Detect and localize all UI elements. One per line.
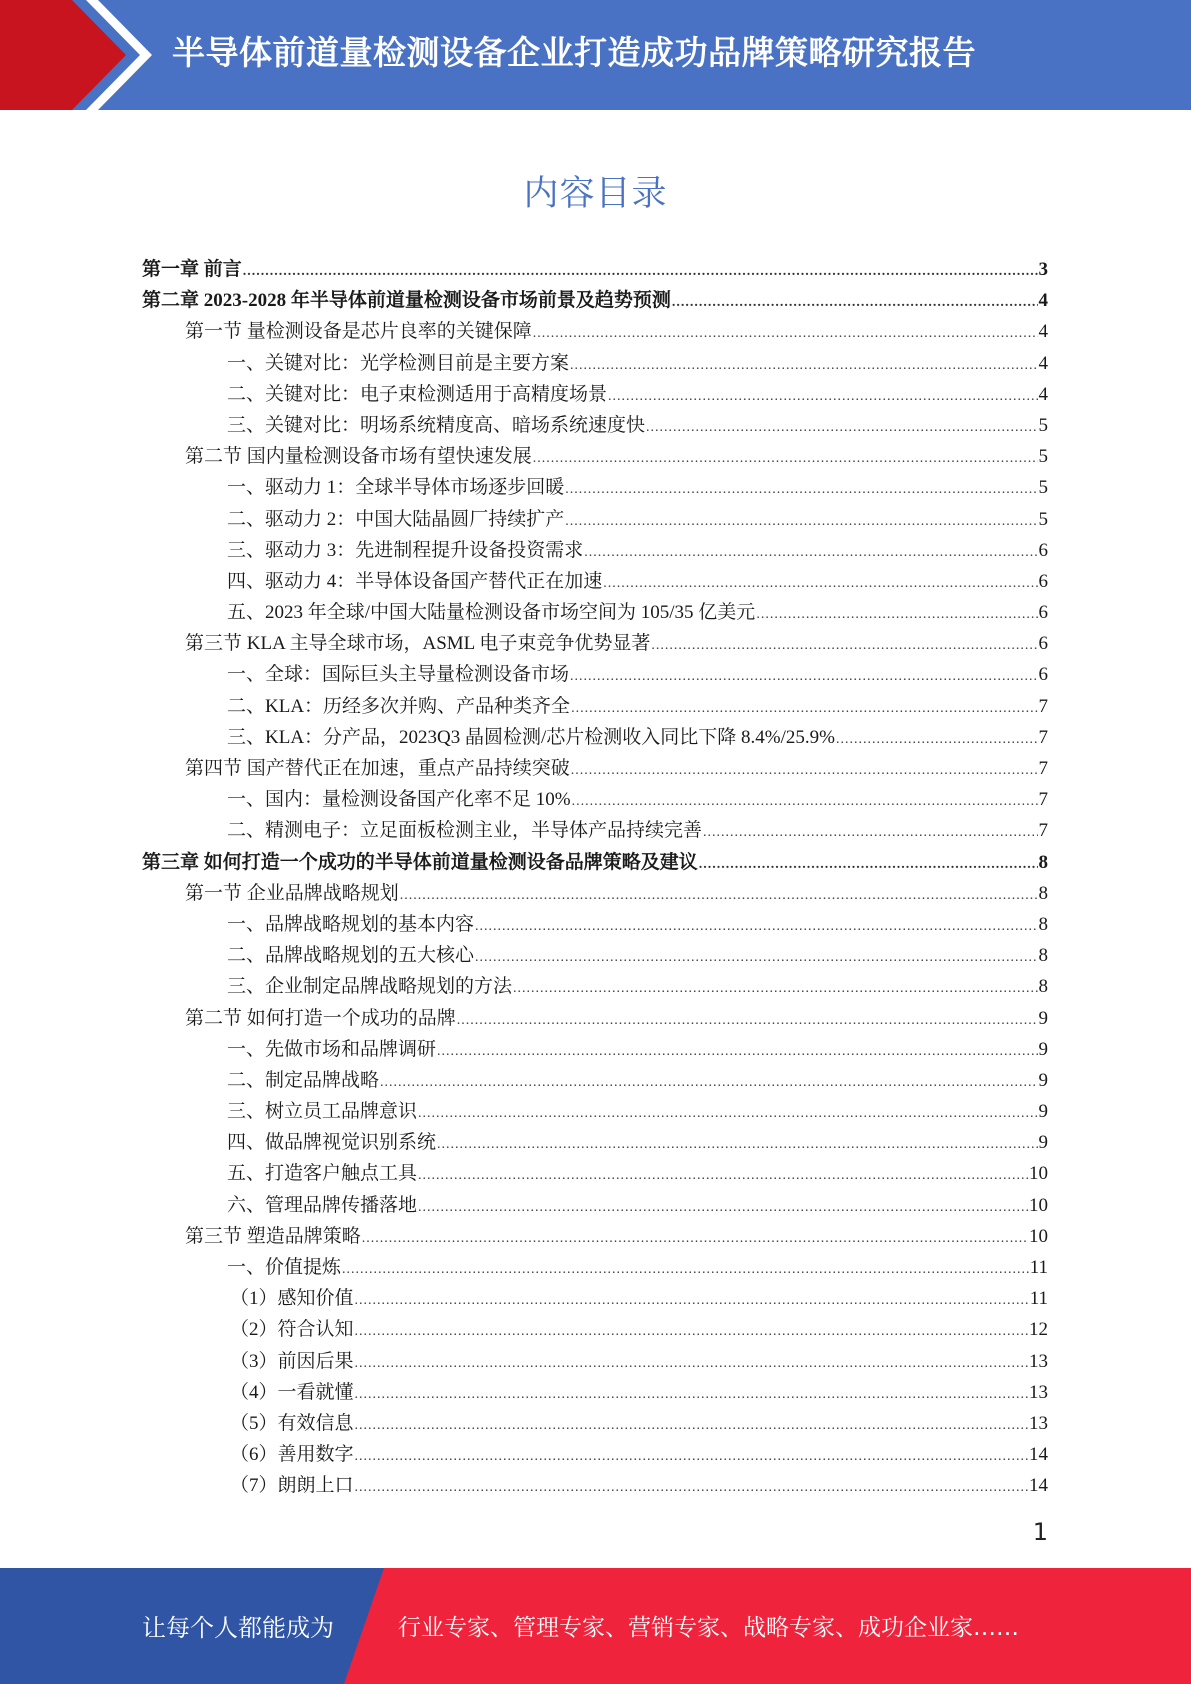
toc-entry-page: 14 <box>1029 1475 1048 1497</box>
toc-entry-title: 二、关键对比：电子束检测适用于高精度场景 <box>227 383 608 405</box>
toc-dot-leader <box>571 755 1038 786</box>
toc-entry-page: 7 <box>1038 695 1048 717</box>
toc-dot-leader <box>565 506 1037 537</box>
toc-entry-page: 4 <box>1038 321 1048 343</box>
toc-entry[interactable] <box>142 348 1048 379</box>
toc-entry-page: 7 <box>1038 789 1048 811</box>
toc-dot-leader <box>380 1067 1037 1098</box>
toc-entry[interactable] <box>142 254 1048 285</box>
toc-entry[interactable] <box>142 1283 1048 1314</box>
toc-dot-leader <box>355 1472 1028 1503</box>
toc-entry[interactable] <box>142 1003 1048 1034</box>
toc-entry-page: 6 <box>1038 633 1048 655</box>
toc-entry-title: 一、全球：国际巨头主导量检测设备市场 <box>227 664 570 686</box>
toc-entry-title: 一、品牌战略规划的基本内容 <box>227 913 475 935</box>
toc-dot-leader <box>355 1316 1028 1347</box>
toc-entry-title: 一、先做市场和品牌调研 <box>227 1038 437 1060</box>
header-arrow-graphic <box>0 0 160 110</box>
toc-entry[interactable] <box>142 815 1048 846</box>
toc-entry-page: 9 <box>1038 1007 1048 1029</box>
toc-dot-leader <box>572 786 1038 817</box>
toc-entry[interactable] <box>142 971 1048 1002</box>
toc-dot-leader <box>355 1285 1029 1316</box>
toc-entry-title: 一、关键对比：光学检测目前是主要方案 <box>227 352 570 374</box>
toc-entry-title: 二、品牌战略规划的五大核心 <box>227 945 475 967</box>
toc-entry-page: 7 <box>1038 758 1048 779</box>
toc-entry[interactable] <box>142 1158 1048 1189</box>
toc-entry[interactable] <box>142 566 1048 597</box>
toc-dot-leader <box>646 412 1037 443</box>
toc-entry-page: 13 <box>1029 1381 1048 1403</box>
footer-slogan-lead: 让每个人都能成为 <box>142 1614 334 1642</box>
toc-entry-page: 14 <box>1029 1444 1048 1466</box>
toc-entry[interactable] <box>142 691 1048 722</box>
toc-entry-page: 6 <box>1038 602 1048 624</box>
report-footer <box>0 1568 1191 1684</box>
toc-dot-leader <box>243 256 1038 287</box>
toc-dot-leader <box>571 693 1037 724</box>
toc-entry-page: 9 <box>1038 1101 1048 1123</box>
toc-dot-leader <box>570 661 1037 692</box>
toc-entry-title: 四、做品牌视觉识别系统 <box>227 1132 437 1154</box>
toc-entry[interactable] <box>142 909 1048 940</box>
toc-entry-title: 第二节 国内量检测设备市场有望快速发展 <box>185 446 532 468</box>
toc-dot-leader <box>400 880 1038 911</box>
toc-entry[interactable] <box>142 597 1048 628</box>
toc-entry-title: 三、树立员工品牌意识 <box>227 1101 418 1123</box>
toc-dot-leader <box>355 1441 1028 1472</box>
toc-entry-page: 13 <box>1029 1412 1048 1434</box>
toc-entry-title: 一、驱动力 1：全球半导体市场逐步回暖 <box>227 477 565 499</box>
toc-dot-leader <box>342 1254 1029 1285</box>
toc-entry-page: 6 <box>1038 570 1048 592</box>
toc-dot-leader <box>565 474 1037 505</box>
toc-entry-page: 6 <box>1038 664 1048 686</box>
toc-entry[interactable] <box>142 1252 1048 1283</box>
toc-entry-page: 5 <box>1038 414 1048 436</box>
toc-entry[interactable] <box>142 1408 1048 1439</box>
toc-entry-title: 四、驱动力 4：半导体设备国产替代正在加速 <box>227 570 603 592</box>
toc-entry-page: 6 <box>1038 539 1048 561</box>
toc-entry-title: 第一章 前言 <box>142 259 242 280</box>
toc-entry-page: 8 <box>1038 882 1048 904</box>
toc-entry[interactable] <box>142 285 1048 316</box>
toc-entry[interactable] <box>142 504 1048 535</box>
table-of-contents <box>142 254 1048 1502</box>
toc-entry-page: 4 <box>1038 383 1048 405</box>
toc-entry-page: 7 <box>1038 726 1048 748</box>
toc-dot-leader <box>584 537 1037 568</box>
toc-entry-page: 4 <box>1038 352 1048 374</box>
toc-entry-title: 二、KLA：历经多次并购、产品种类齐全 <box>227 695 571 717</box>
toc-entry[interactable] <box>142 1096 1048 1127</box>
toc-dot-leader <box>362 1223 1028 1254</box>
toc-entry-page: 13 <box>1029 1350 1048 1372</box>
toc-entry-title: 三、驱动力 3：先进制程提升设备投资需求 <box>227 539 584 561</box>
toc-dot-leader <box>475 911 1037 942</box>
toc-entry[interactable] <box>142 316 1048 347</box>
toc-entry-title: （1）感知价值 <box>230 1288 354 1310</box>
toc-entry[interactable] <box>142 753 1048 784</box>
toc-entry[interactable] <box>142 410 1048 441</box>
toc-entry-page: 8 <box>1038 913 1048 935</box>
toc-dot-leader <box>418 1098 1037 1129</box>
toc-entry[interactable] <box>142 722 1048 753</box>
toc-entry[interactable] <box>142 659 1048 690</box>
toc-entry[interactable] <box>142 1470 1048 1501</box>
toc-dot-leader <box>475 942 1037 973</box>
toc-dot-leader <box>437 1036 1037 1067</box>
toc-entry[interactable] <box>142 441 1048 472</box>
page-number: 1 <box>1032 1518 1048 1546</box>
toc-dot-leader <box>533 318 1038 349</box>
toc-dot-leader <box>355 1379 1028 1410</box>
toc-dot-leader <box>457 1005 1038 1036</box>
toc-entry-page: 3 <box>1038 259 1048 280</box>
toc-entry[interactable] <box>142 1377 1048 1408</box>
toc-entry[interactable] <box>142 472 1048 503</box>
toc-entry-title: 第二节 如何打造一个成功的品牌 <box>185 1007 456 1029</box>
toc-entry-page: 9 <box>1038 1069 1048 1091</box>
toc-entry-title: 三、KLA：分产品，2023Q3 晶圆检测/芯片检测收入同比下降 8.4%/25.9% <box>227 726 835 748</box>
toc-entry[interactable] <box>142 1127 1048 1158</box>
toc-entry-title: 五、2023 年全球/中国大陆量检测设备市场空间为 105/35 亿美元 <box>227 602 756 624</box>
toc-entry-page: 4 <box>1038 290 1048 312</box>
toc-entry-page: 8 <box>1038 976 1048 998</box>
toc-heading: 内容目录 <box>523 174 668 214</box>
toc-entry-page: 5 <box>1038 477 1048 499</box>
toc-dot-leader <box>418 1192 1028 1223</box>
toc-dot-leader <box>437 1129 1037 1160</box>
toc-entry-page: 10 <box>1029 1194 1048 1216</box>
toc-entry-title: 第二章 2023-2028 年半导体前道量检测设备市场前景及趋势预测 <box>142 290 671 312</box>
toc-dot-leader <box>603 568 1037 599</box>
toc-entry-page: 5 <box>1038 508 1048 530</box>
toc-entry[interactable] <box>142 784 1048 815</box>
toc-entry-page: 10 <box>1029 1163 1048 1185</box>
toc-dot-leader <box>355 1348 1028 1379</box>
report-header <box>0 0 1191 110</box>
toc-entry[interactable] <box>142 535 1048 566</box>
toc-entry-title: （6）善用数字 <box>230 1444 354 1466</box>
toc-entry-page: 8 <box>1038 945 1048 967</box>
toc-entry-title: （5）有效信息 <box>230 1412 354 1434</box>
toc-entry[interactable] <box>142 1190 1048 1221</box>
footer-slogan-roles: 行业专家、管理专家、营销专家、战略专家、成功企业家…… <box>398 1615 1019 1641</box>
toc-entry[interactable] <box>142 1346 1048 1377</box>
toc-entry[interactable] <box>142 847 1048 878</box>
toc-entry-page: 9 <box>1038 1038 1048 1060</box>
toc-entry-page: 7 <box>1038 820 1048 842</box>
toc-entry-page: 5 <box>1038 446 1048 468</box>
toc-entry[interactable] <box>142 628 1048 659</box>
toc-entry-title: （3）前因后果 <box>230 1350 354 1372</box>
toc-entry[interactable] <box>142 940 1048 971</box>
toc-entry-title: 一、国内：量检测设备国产化率不足 10% <box>227 789 571 811</box>
toc-dot-leader <box>672 287 1038 318</box>
toc-entry-title: 二、精测电子：立足面板检测主业，半导体产品持续完善 <box>227 820 703 842</box>
toc-entry-title: 第一节 企业品牌战略规划 <box>185 882 399 904</box>
toc-entry-title: 第一节 量检测设备是芯片良率的关键保障 <box>185 321 532 343</box>
toc-dot-leader <box>355 1410 1028 1441</box>
toc-dot-leader <box>570 350 1037 381</box>
toc-entry[interactable] <box>142 1221 1048 1252</box>
toc-entry[interactable] <box>142 1065 1048 1096</box>
toc-entry-title: 第三节 KLA 主导全球市场，ASML 电子束竞争优势显著 <box>185 633 651 655</box>
toc-entry-title: （7）朗朗上口 <box>230 1475 354 1497</box>
toc-entry-title: 三、企业制定品牌战略规划的方法 <box>227 976 513 998</box>
toc-dot-leader <box>703 817 1037 848</box>
toc-dot-leader <box>836 724 1038 755</box>
toc-entry[interactable] <box>142 379 1048 410</box>
toc-entry-page: 11 <box>1029 1257 1048 1278</box>
toc-entry-title: 二、制定品牌战略 <box>227 1069 380 1091</box>
report-title: 半导体前道量检测设备企业打造成功品牌策略研究报告 <box>172 33 976 72</box>
toc-dot-leader <box>608 381 1037 412</box>
toc-dot-leader <box>651 630 1037 661</box>
toc-entry[interactable] <box>142 878 1048 909</box>
toc-entry-title: 一、价值提炼 <box>227 1257 342 1278</box>
toc-dot-leader <box>418 1160 1028 1191</box>
toc-entry-title: 五、打造客户触点工具 <box>227 1163 418 1185</box>
toc-entry-title: 第四节 国产替代正在加速，重点产品持续突破 <box>185 758 570 779</box>
toc-entry-title: （2）符合认知 <box>230 1319 354 1341</box>
toc-entry[interactable] <box>142 1314 1048 1345</box>
toc-dot-leader <box>533 443 1038 474</box>
toc-entry-title: 第三节 塑造品牌策略 <box>185 1225 361 1247</box>
toc-entry-page: 12 <box>1029 1319 1048 1341</box>
toc-entry-page: 8 <box>1038 851 1048 873</box>
toc-entry[interactable] <box>142 1034 1048 1065</box>
toc-entry-title: 第三章 如何打造一个成功的半导体前道量检测设备品牌策略及建议 <box>142 851 698 873</box>
toc-entry[interactable] <box>142 1439 1048 1470</box>
toc-entry-title: 三、关键对比：明场系统精度高、暗场系统速度快 <box>227 414 646 436</box>
toc-entry-title: 六、管理品牌传播落地 <box>227 1194 418 1216</box>
toc-entry-page: 11 <box>1029 1288 1048 1310</box>
toc-entry-title: 二、驱动力 2：中国大陆晶圆厂持续扩产 <box>227 508 565 530</box>
toc-dot-leader <box>699 849 1038 880</box>
toc-entry-page: 10 <box>1029 1225 1048 1247</box>
toc-dot-leader <box>513 973 1037 1004</box>
toc-entry-page: 9 <box>1038 1132 1048 1154</box>
toc-entry-title: （4）一看就懂 <box>230 1381 354 1403</box>
toc-dot-leader <box>756 599 1037 630</box>
